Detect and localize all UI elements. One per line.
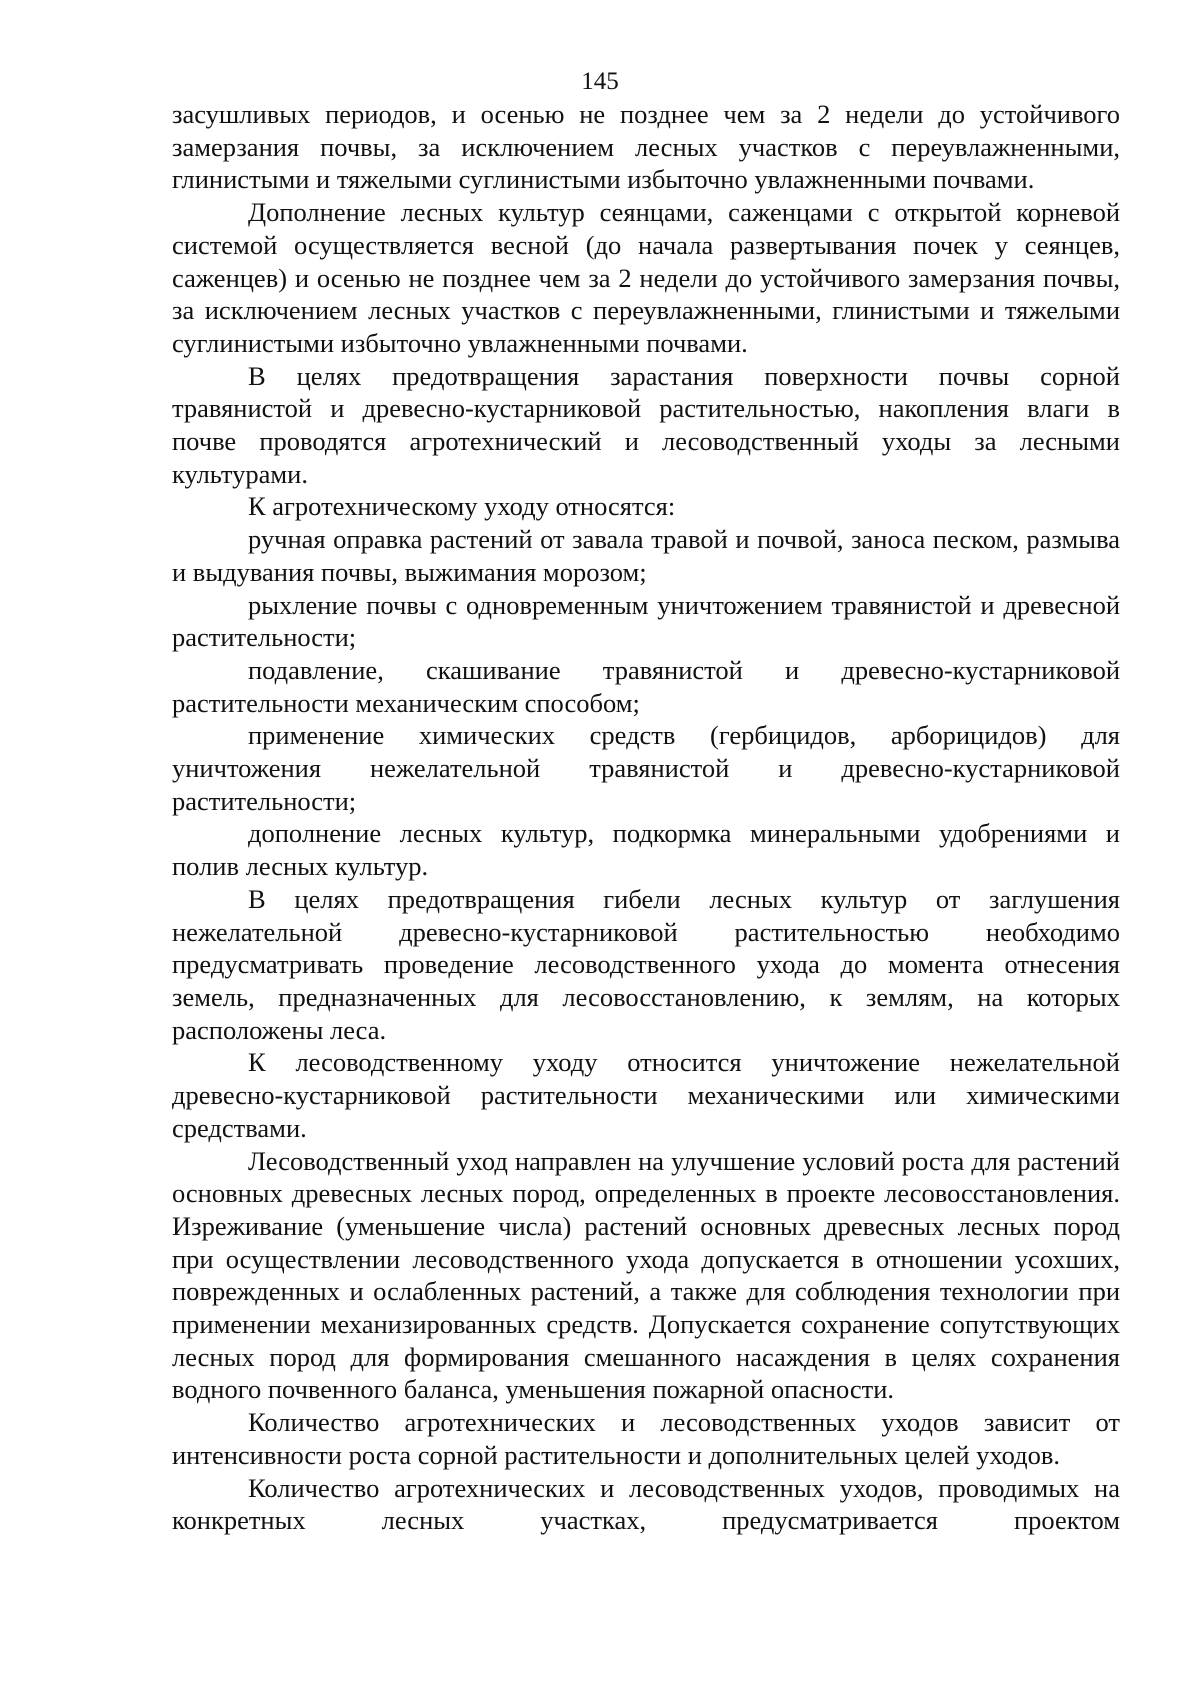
paragraph-9: Количество агротехнических и лесоводственных уходов, проводимых на конкретных лесных участках, предусматривается проектом [172,1472,1120,1536]
list-item-1: ручная оправка растений от завала травой и почвой, заноса песком, размыва и выдувания почвы, выжимания морозом; [172,524,1120,587]
page-number: 145 [581,68,619,95]
paragraph-1: засушливых периодов, и осенью не позднее чем за 2 недели до устойчивого замерзания почвы, за исключением лесных участков с переувлажненными, глинистыми и тяжелыми суглинистыми избыточно увлажненными почвами. [172,99,1120,195]
paragraph-2: Дополнение лесных культур сеянцами, саженцами с открытой корневой системой осуществляется весной (до начала развертывания почек у сеянцев, саженцев) и осенью не позднее чем за 2 недели до устойчивого замерзания почвы, за исключением лесных участков с переувлажненными, глинистыми и тяжелыми суглинистыми избыточно увлажненными почвами. [172,197,1120,358]
list-item-3: подавление, скашивание травянистой и древесно-кустарниковой растительности механическим способом; [172,654,1120,718]
paragraph-3: В целях предотвращения зарастания поверхности почвы сорной травянистой и древесно-кустарниковой растительностью, накопления влаги в почве проводятся агротехнический и лесоводственный уходы за лесными культурами. [172,360,1120,489]
paragraph-8: Количество агротехнических и лесоводственных уходов зависит от интенсивности роста сорной растительности и дополнительных целей уходов. [172,1407,1120,1470]
list-item-5: дополнение лесных культур, подкормка минеральными удобрениями и полив лесных культур. [172,818,1120,882]
paragraph-7: Лесоводственный уход направлен на улучшение условий роста для растений основных древесных лесных пород, определенных в проекте лесовосстановления. Изреживание (уменьшение числа) растений основных древесных лесных пород при осуществлении лесоводственного ухода допускается в отношении усохших, поврежденных и ослабленных растений, а также для соблюдения технологии при применении механизированных средств. Допускается сохранение сопутствующих лесных пород для формирования смешанного насаждения в целях сохранения водного почвенного баланса, уменьшения пожарной опасности. [172,1145,1120,1405]
paragraph-6: К лесоводственному уходу относится уничтожение нежелательной древесно-кустарниковой растительности механическими или химическими средствами. [172,1047,1120,1143]
paragraph-5: В целях предотвращения гибели лесных культур от заглушения нежелательной древесно-кустарниковой растительностью необходимо предусматривать проведение лесоводственного ухода до момента отнесения земель, предназначенных для лесовосстановлению, к землям, на которых расположены леса. [172,883,1120,1045]
paragraph-4: К агротехническому уходу относятся: [248,491,676,522]
document-body [172,98,1120,1537]
list-item-4: применение химических средств (гербицидов, арборицидов) для уничтожения нежелательной травянистой и древесно-кустарниковой растительности; [172,720,1120,816]
list-item-2: рыхление почвы с одновременным уничтожением травянистой и древесной растительности; [172,589,1120,653]
